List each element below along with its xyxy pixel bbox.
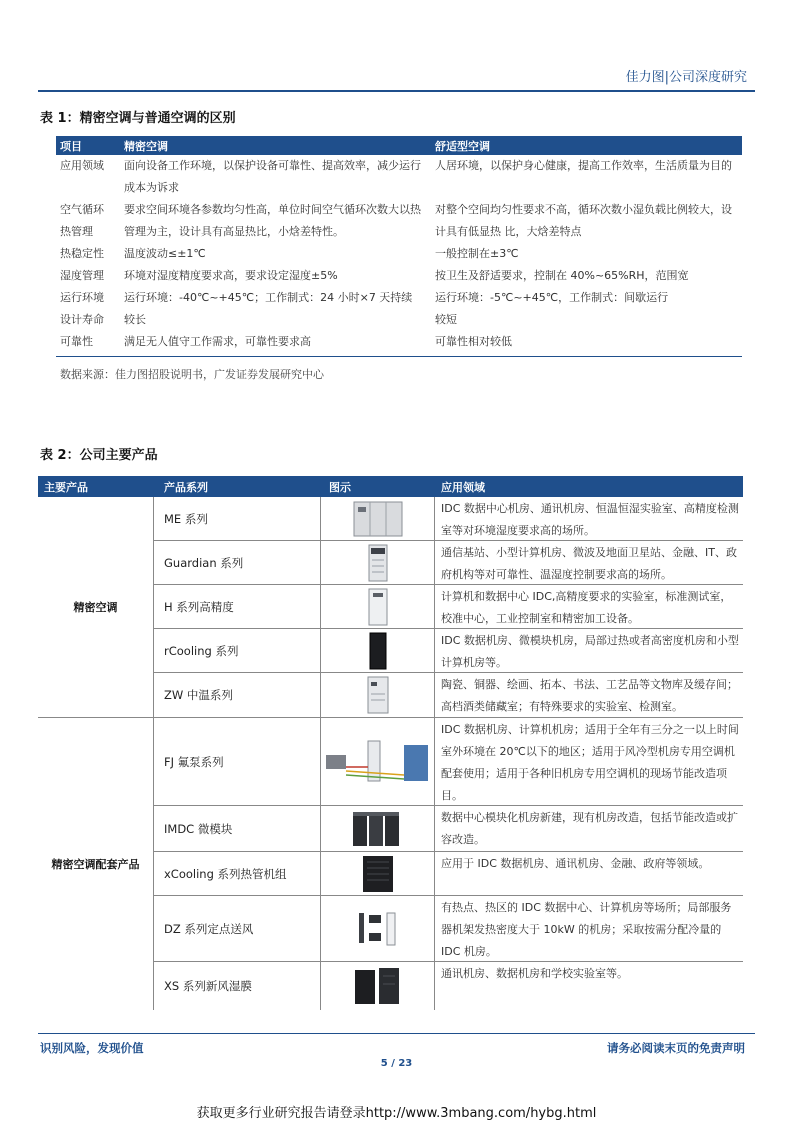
- table2-title: 表 2：公司主要产品: [40, 448, 158, 463]
- table1-header: [56, 136, 742, 155]
- table1-cell-comfort: 按卫生及舒适要求，控制在 40%~65%RH，范围宽: [435, 269, 689, 282]
- table1-cell-item: 设计寿命: [60, 313, 104, 326]
- table2-header-series: 产品系列: [164, 480, 208, 494]
- product-group-accessories: [38, 718, 743, 1010]
- table-row: [154, 673, 743, 717]
- product-group-label: 精密空调: [38, 497, 154, 717]
- table1-cell-precision: 环境对湿度精度要求高，要求设定湿度±5%: [124, 269, 338, 282]
- table1-cell-comfort: 可靠性相对较低: [435, 335, 512, 348]
- product-series-name: XS 系列新风湿膜: [154, 962, 321, 1010]
- table1-header-item: 项目: [60, 139, 82, 153]
- product-application: 通信基站、小型计算机房、微波及地面卫星站、金融、IT、政府机构等对可靠性、温湿度控制要求高的场所。: [441, 546, 737, 581]
- product-series-name: DZ 系列定点送风: [154, 896, 321, 961]
- product-application: 计算机和数据中心 IDC,高精度要求的实验室，标准测试室，校准中心，工业控制室和精密加工设备。: [441, 590, 732, 625]
- table1-cell-item: 可靠性: [60, 335, 93, 348]
- product-series-name: H 系列高精度: [154, 585, 321, 628]
- table2-header: [38, 476, 743, 497]
- table1-cell-item: 湿度管理: [60, 269, 104, 282]
- table-row: [56, 265, 742, 287]
- table1-cell-comfort: 人居环境，以保护身心健康，提高工作效率，生活质量为目的: [435, 159, 732, 172]
- table1-title: 表 1：精密空调与普通空调的区别: [40, 111, 236, 126]
- table1-cell-precision: 要求空间环境各参数均匀性高，单位时间空气循环次数大以热管理为主，设计具有高显热比，小焓差特性。: [124, 203, 421, 238]
- table2-header-product: 主要产品: [44, 480, 88, 494]
- table1-cell-item: 运行环境: [60, 291, 104, 304]
- table-row: [56, 331, 742, 353]
- table-row: [56, 199, 742, 243]
- table-row: [154, 852, 743, 896]
- table1-cell-comfort: 一般控制在±3℃: [435, 247, 519, 260]
- table-row: [154, 806, 743, 852]
- page-number: 5 / 23: [380, 1058, 413, 1069]
- table-row: [154, 962, 743, 1010]
- table1-cell-comfort: 较短: [435, 313, 457, 326]
- product-image-me: [321, 497, 435, 540]
- table1-header-comfort: 舒适型空调: [435, 139, 490, 153]
- table-row: [154, 718, 743, 806]
- product-image-dz: [321, 896, 435, 961]
- footer-slogan: 识别风险，发现价值: [40, 1041, 144, 1055]
- table-row: [154, 896, 743, 962]
- product-image-fj: [321, 718, 435, 805]
- table1-cell-item: 应用领域: [60, 159, 104, 172]
- table1-cell-precision: 较长: [124, 313, 146, 326]
- table-row: [56, 309, 742, 331]
- table1-cell-precision: 满足无人值守工作需求，可靠性要求高: [124, 335, 311, 348]
- product-image-zw: [321, 673, 435, 717]
- product-series-name: FJ 氟泵系列: [154, 718, 321, 805]
- table1-cell-precision: 温度波动≤±1℃: [124, 247, 206, 260]
- table-row: [56, 287, 742, 309]
- table-row: [154, 585, 743, 629]
- table1-cell-item: 空气循环热管理: [60, 203, 104, 238]
- product-image-imdc: [321, 806, 435, 851]
- table1-header-precision: 精密空调: [124, 139, 168, 153]
- product-series-name: IMDC 微模块: [154, 806, 321, 851]
- table-row: [154, 629, 743, 673]
- product-application: IDC 数据机房、微模块机房，局部过热或者高密度机房和小型计算机房等。: [441, 634, 739, 669]
- product-application: IDC 数据中心机房、通讯机房、恒温恒湿实验室、高精度检测室等对环境湿度要求高的场所。: [441, 502, 739, 537]
- product-series-name: rCooling 系列: [154, 629, 321, 672]
- product-series-name: ZW 中温系列: [154, 673, 321, 717]
- product-application: IDC 数据机房、计算机机房；适用于全年有三分之一以上时间室外环境在 20℃以下的地区；适用于风冷型机房专用空调机配套使用；适用于各种旧机房专用空调机的现场节能改造项目。: [441, 723, 739, 802]
- product-group-label: 精密空调配套产品: [38, 718, 154, 1010]
- table-row: [56, 155, 742, 199]
- table1-cell-precision: 运行环境：-40℃~+45℃；工作制式：24 小时×7 天持续: [124, 291, 413, 304]
- product-application: 陶瓷、铜器、绘画、拓本、书法、工艺品等文物库及缓存间；高档酒类储藏室；有特殊要求的实验室、检测室。: [441, 678, 738, 713]
- product-application: 有热点、热区的 IDC 数据中心、计算机房等场所；局部服务器机架发热密度大于 10kW 的机房；采取按需分配冷量的 IDC 机房。: [441, 901, 732, 958]
- product-application: 数据中心模块化机房新建，现有机房改造，包括节能改造或扩容改造。: [441, 811, 738, 846]
- product-image-xs: [321, 962, 435, 1010]
- product-image-rcooling: [321, 629, 435, 672]
- table1-cell-item: 热稳定性: [60, 247, 104, 260]
- table1-source: 数据来源：佳力图招股说明书，广发证券发展研究中心: [60, 368, 324, 381]
- footer-rule: [38, 1033, 755, 1034]
- product-application: 应用于 IDC 数据机房、通讯机房、金融、政府等领域。: [441, 857, 710, 870]
- product-image-guardian: [321, 541, 435, 584]
- table-row: [154, 541, 743, 585]
- product-application: 通讯机房、数据机房和学校实验室等。: [441, 967, 628, 980]
- product-image-h-series: [321, 585, 435, 628]
- table1: [56, 136, 742, 357]
- bottom-note[interactable]: 获取更多行业研究报告请登录http://www.3mbang.com/hybg.html: [196, 1106, 597, 1121]
- footer-disclaimer-link[interactable]: 请务必阅读末页的免责声明: [607, 1041, 745, 1055]
- product-series-name: Guardian 系列: [154, 541, 321, 584]
- table-row: [56, 243, 742, 265]
- table1-bottom-rule: [56, 356, 742, 357]
- table1-cell-comfort: 对整个空间均匀性要求不高，循环次数小湿负载比例较大，设计具有低显热 比，大焓差特点: [435, 203, 732, 238]
- product-series-name: ME 系列: [154, 497, 321, 540]
- table2: [38, 476, 743, 1010]
- table2-header-image: 图示: [329, 480, 351, 494]
- table1-cell-comfort: 运行环境：-5℃~+45℃，工作制式：间歇运行: [435, 291, 669, 304]
- product-image-xcooling: [321, 852, 435, 895]
- product-group-precision-ac: [38, 497, 743, 718]
- product-series-name: xCooling 系列热管机组: [154, 852, 321, 895]
- table1-cell-precision: 面向设备工作环境，以保护设备可靠性、提高效率，减少运行成本为诉求: [124, 159, 421, 194]
- header-brand: 佳力图|公司深度研究: [625, 70, 747, 85]
- table2-header-application: 应用领域: [441, 480, 485, 494]
- header-rule: [38, 90, 755, 92]
- table-row: [154, 497, 743, 541]
